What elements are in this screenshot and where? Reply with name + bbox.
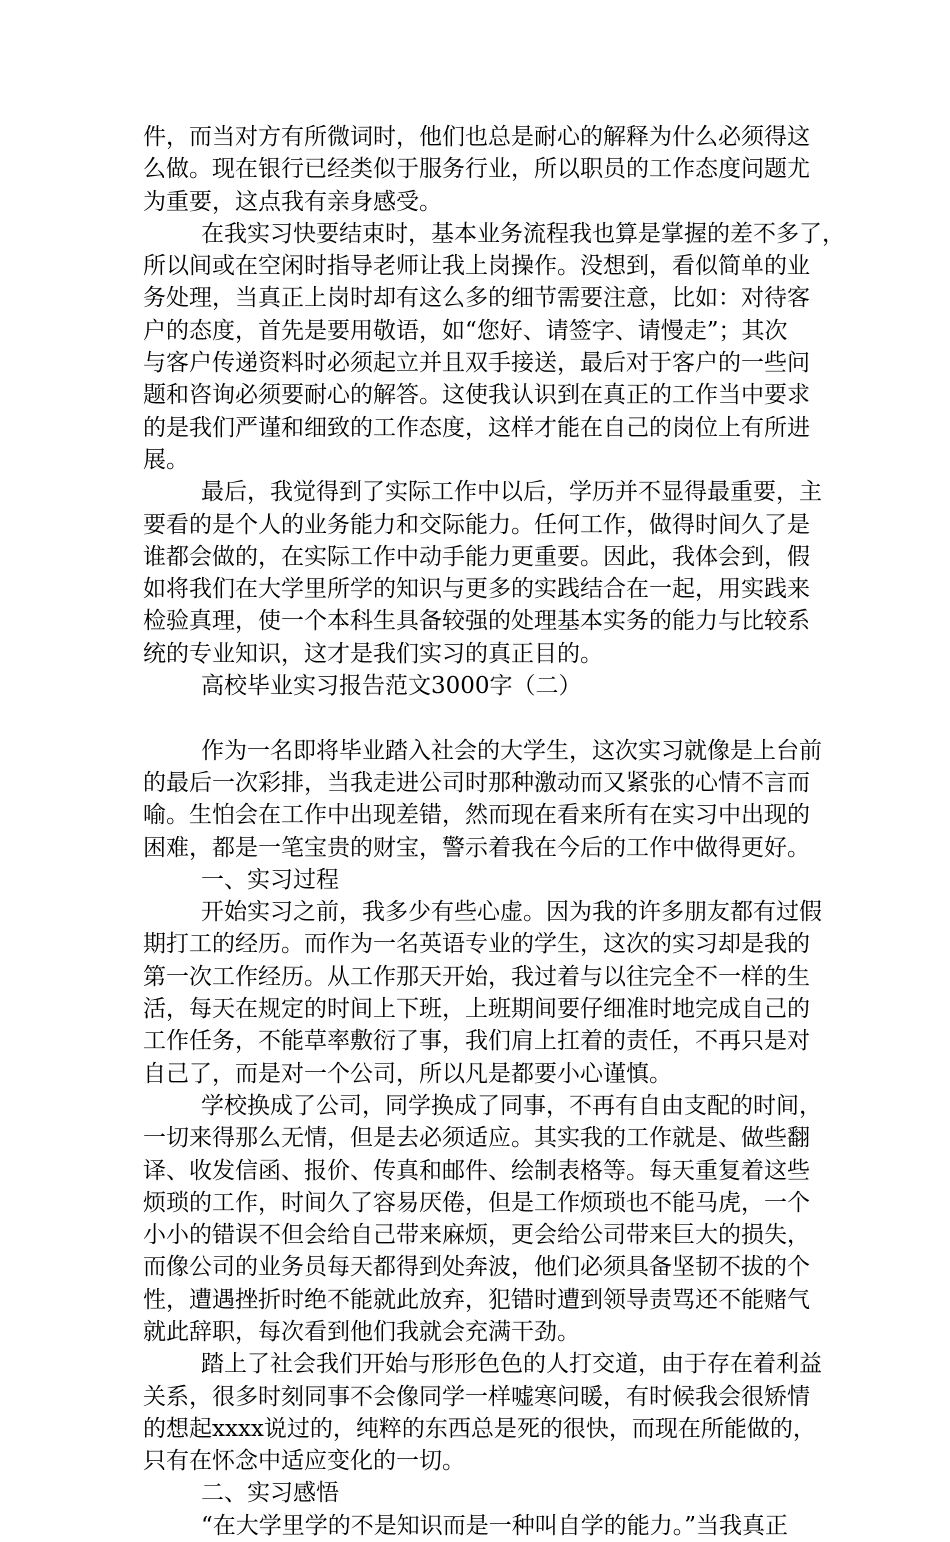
text-line: 的最后一次彩排，当我走进公司时那种激动而又紧张的心情不言而 [143,769,810,796]
text-line: 期打工的经历。而作为一名英语专业的学生，这次的实习却是我的 [143,931,810,958]
blank-line [143,702,823,734]
text-line: 么做。现在银行已经类似于服务行业，所以职员的工作态度问题尤 [143,156,810,183]
text-line: 为重要，这点我有亲身感受。 [143,188,442,215]
text-line: “在大学里学的不是知识而是一种叫自学的能力。”当我真正 [201,1512,789,1539]
text-line: 二、实习感悟 [201,1480,339,1507]
text-line: 所以间或在空闲时指导老师让我上岗操作。没想到，看似简单的业 [143,253,810,280]
text-line: 只有在怀念中适应变化的一切。 [143,1448,465,1475]
text-line: 性，遭遇挫折时绝不能就此放弃，犯错时遭到领导责骂还不能赌气 [143,1286,810,1313]
text-line: 件，而当对方有所微词时，他们也总是耐心的解释为什么必须得这 [143,124,810,150]
text-line: 开始实习之前，我多少有些心虚。因为我的许多朋友都有过假 [201,899,822,926]
text-line: 要看的是个人的业务能力和交际能力。任何工作，做得时间久了是 [143,511,810,538]
text-line: 题和咨询必须要耐心的解答。这使我认识到在真正的工作当中要求 [143,382,810,409]
text-line: 关系，很多时刻同事不会像同学一样嘘寒问暖，有时候我会很矫情 [143,1383,810,1410]
text-line: 谁都会做的，在实际工作中动手能力更重要。因此，我体会到，假 [143,543,810,570]
text-line: 如将我们在大学里所学的知识与更多的实践结合在一起，用实践来 [143,576,810,603]
text-line: 自己了，而是对一个公司，所以凡是都要小心谨慎。 [143,1060,672,1087]
text-line: 的想起xxxx说过的，纯粹的东西总是死的很快，而现在所能做的， [143,1415,816,1442]
text-line: 译、收发信函、报价、传真和邮件、绘制表格等。每天重复着这些 [143,1157,810,1184]
text-line: 困难，都是一笔宝贵的财宝，警示着我在今后的工作中做得更好。 [143,834,810,861]
text-line: 学校换成了公司，同学换成了同事，不再有自由支配的时间， [201,1092,822,1119]
text-line: 展。 [143,446,189,473]
text-line: 检验真理，使一个本科生具备较强的处理基本实务的能力与比较系 [143,608,810,635]
document-body-text [143,121,845,1542]
text-line: 高校毕业实习报告范文3000字（二） [201,673,582,700]
text-line: 一切来得那么无情，但是去必须适应。其实我的工作就是、做些翻 [143,1125,810,1152]
text-line: 最后，我觉得到了实际工作中以后，学历并不显得最重要，主 [201,479,822,506]
text-line: 户的态度，首先是要用敬语，如“您好、请签字、请慢走”；其次 [143,317,788,344]
text-line: 喻。生怕会在工作中出现差错，然而现在看来所有在实习中出现的 [143,802,810,829]
text-line: 的是我们严谨和细致的工作态度，这样才能在自己的岗位上有所进 [143,414,810,441]
text-line: 踏上了社会我们开始与形形色色的人打交道，由于存在着利益 [201,1351,822,1378]
text-line: 第一次工作经历。从工作那天开始，我过着与以往完全不一样的生 [143,963,810,990]
text-line: 作为一名即将毕业踏入社会的大学生，这次实习就像是上台前 [201,737,822,764]
text-line: 就此辞职，每次看到他们我就会充满干劲。 [143,1318,580,1345]
text-line: 务处理，当真正上岗时却有这么多的细节需要注意，比如：对待客 [143,285,810,312]
text-line: 与客户传递资料时必须起立并且双手接送，最后对于客户的一些问 [143,350,810,377]
text-line: 在我实习快要结束时，基本业务流程我也算是掌握的差不多了， [201,220,845,247]
text-line: 一、实习过程 [201,866,339,893]
text-line: 烦琐的工作，时间久了容易厌倦，但是工作烦琐也不能马虎，一个 [143,1189,810,1216]
text-line: 而像公司的业务员每天都得到处奔波，他们必须具备坚韧不拔的个 [143,1254,810,1281]
text-line: 小小的错误不但会给自己带来麻烦，更会给公司带来巨大的损失， [143,1222,810,1249]
text-line: 活，每天在规定的时间上下班，上班期间要仔细准时地完成自己的 [143,996,810,1023]
text-line: 统的专业知识，这才是我们实习的真正目的。 [143,640,603,667]
text-line: 工作任务，不能草率敷衍了事，我们肩上扛着的责任，不再只是对 [143,1028,810,1055]
